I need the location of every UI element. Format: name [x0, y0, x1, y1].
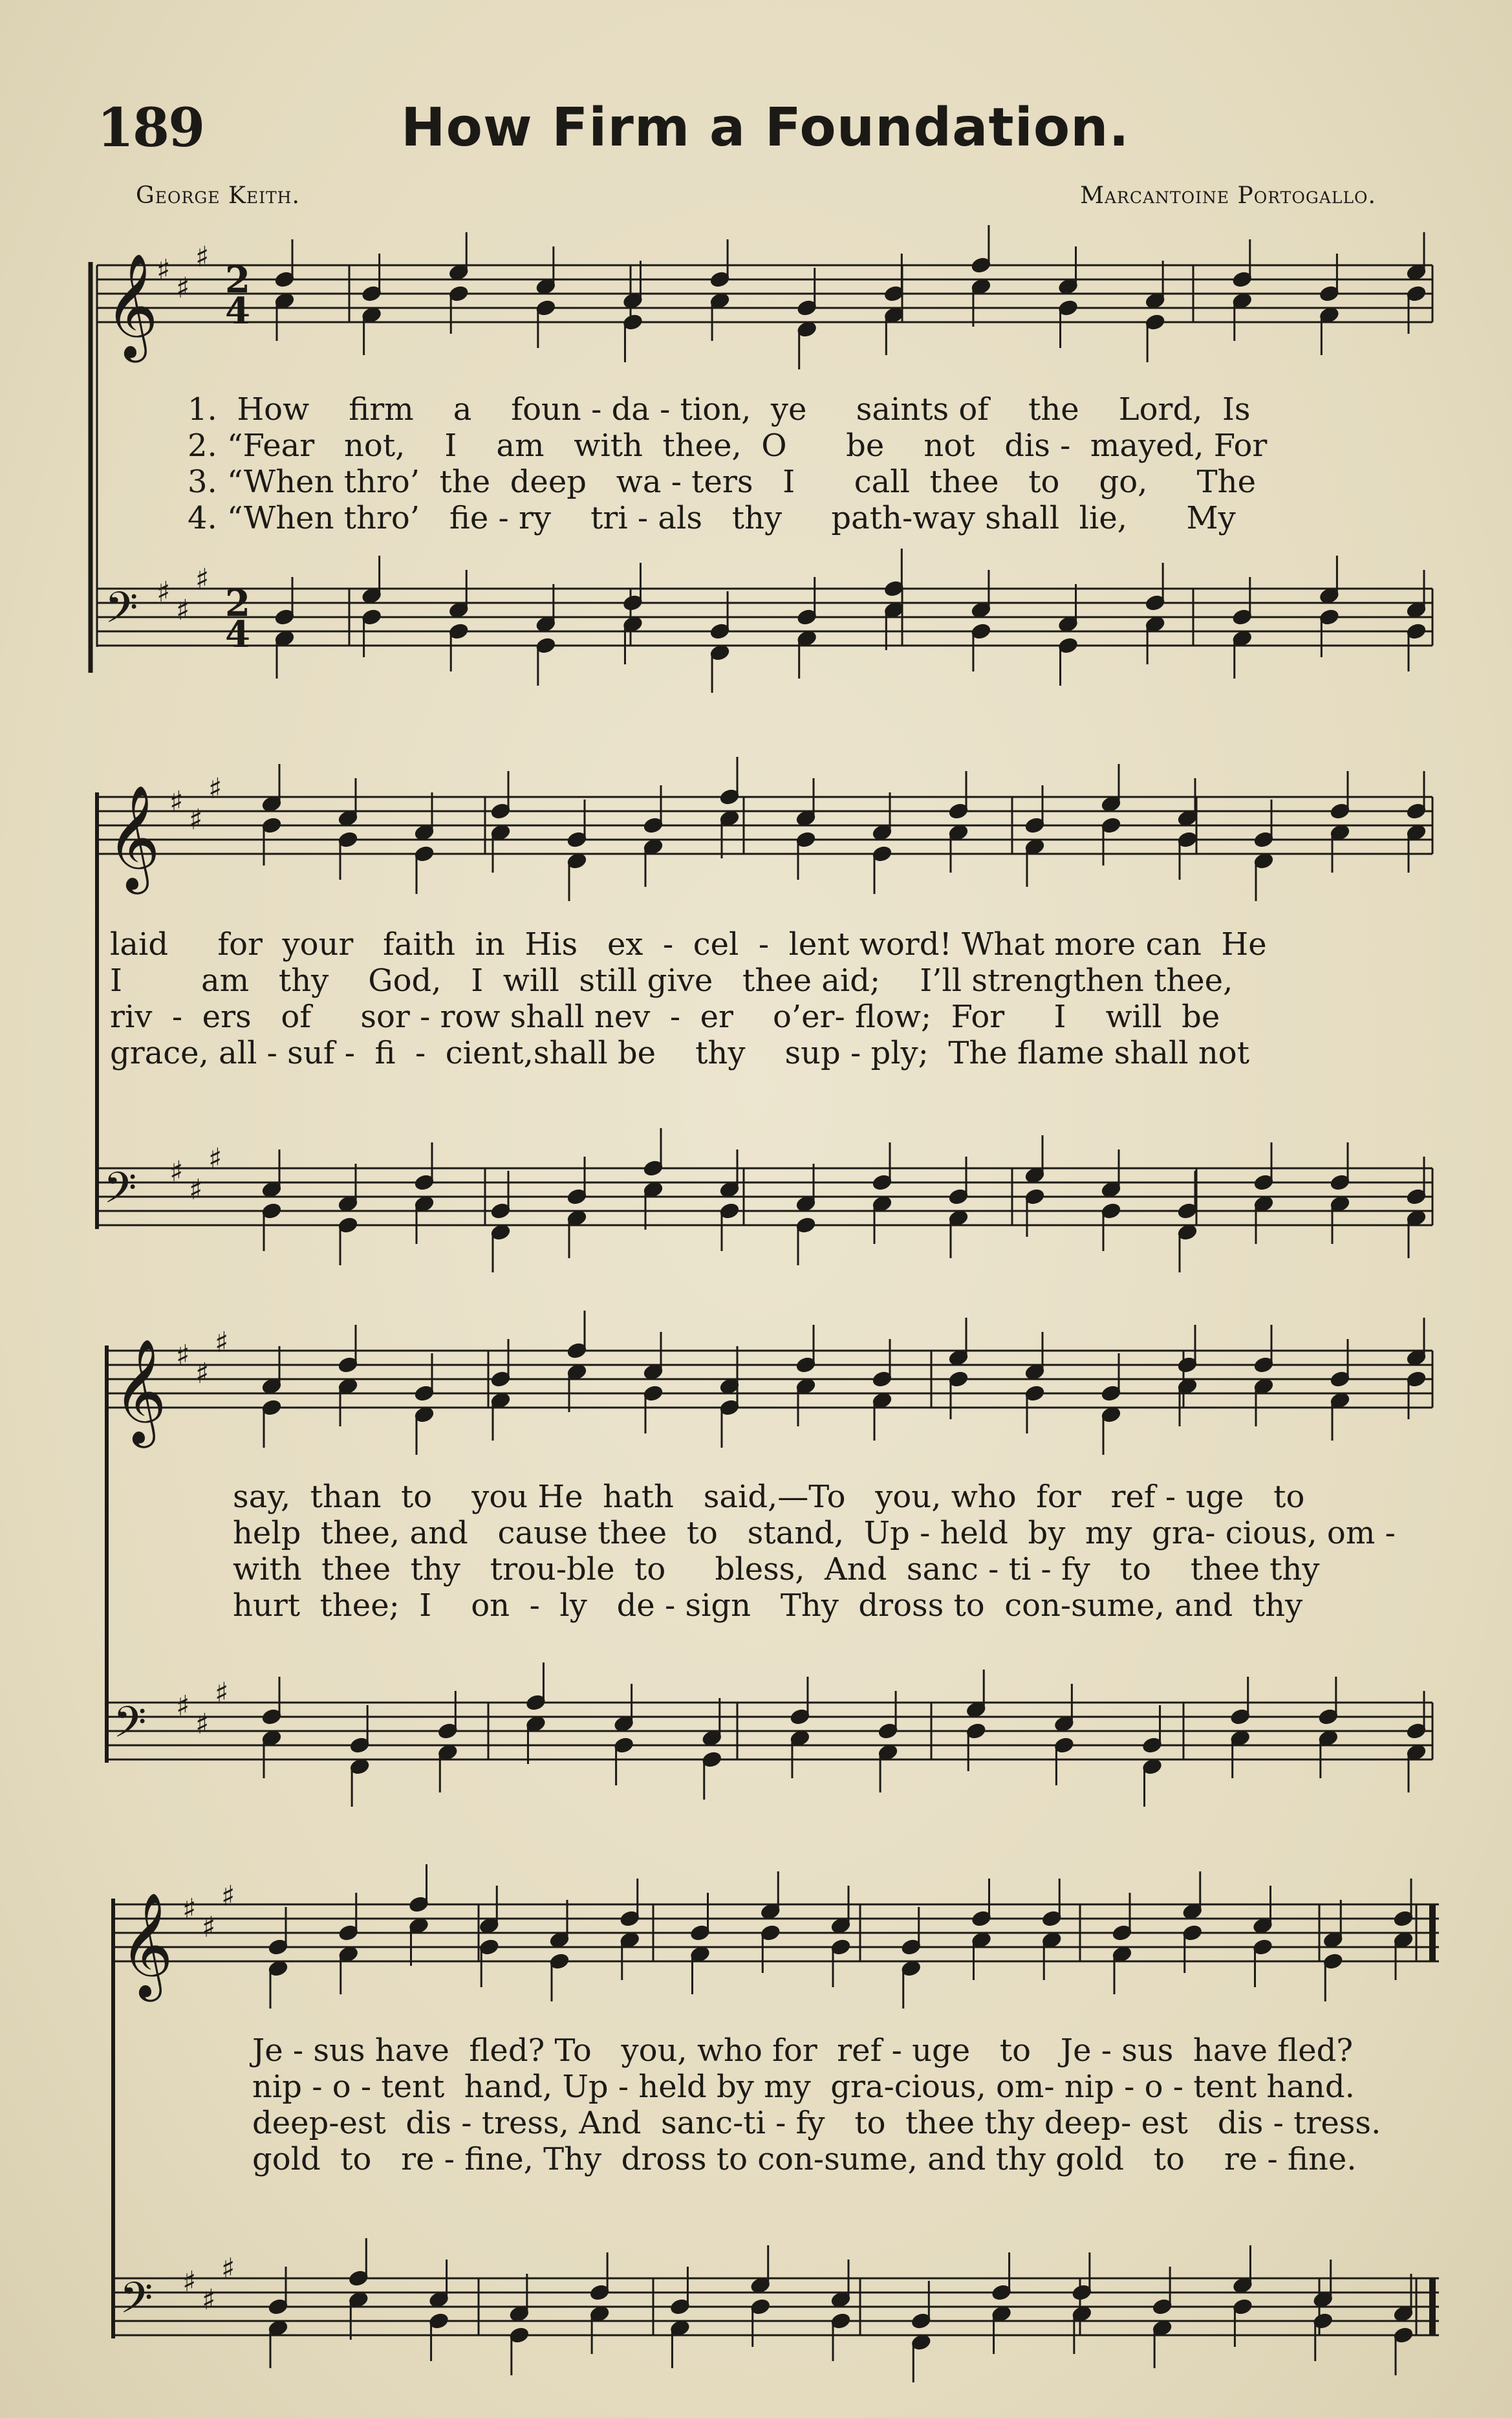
hymn-number: 189: [97, 97, 204, 159]
bass-clef-icon: 𝄢: [105, 583, 138, 643]
svg-text:♯: ♯: [182, 1893, 197, 1926]
svg-text:𝄢: 𝄢: [120, 2273, 153, 2333]
svg-text:♯: ♯: [157, 576, 171, 609]
svg-text:2: 2: [225, 259, 250, 301]
treble-clef-icon: 𝄞: [105, 253, 158, 358]
system-3-treble-staff: [107, 1351, 1432, 1408]
verse-1-line: laid for your faith in His ex - cel - lent word! What more can He: [110, 926, 1267, 963]
verse-3-line: with thee thy trou-ble to bless, And sanc - ti - fy to thee thy: [233, 1551, 1320, 1587]
verse-1-line: say, than to you He hath said,—To you, who for ref - uge to: [233, 1479, 1305, 1515]
verse-3-line: riv - ers of sor - row shall nev - er o’er- flow; For I will be: [110, 999, 1220, 1035]
svg-text:4: 4: [225, 613, 250, 656]
system-1-bass-staff: [97, 589, 1432, 646]
hymn-title: How Firm a Foundation.: [401, 97, 1130, 158]
verse-4-line: grace, all - suf - fi - cient,shall be thy sup - ply; The flame shall not: [110, 1035, 1249, 1071]
verse-2-line: I am thy God, I will still give thee aid; I’ll strengthen thee,: [110, 963, 1233, 999]
svg-text:♯: ♯: [195, 1357, 210, 1390]
svg-text:♯: ♯: [221, 2252, 235, 2285]
svg-text:2: 2: [225, 582, 250, 625]
svg-text:♯: ♯: [202, 1911, 216, 1944]
svg-text:♯: ♯: [208, 1142, 222, 1175]
svg-text:𝄢: 𝄢: [113, 1697, 147, 1758]
verse-1-line: 1. How firm a foun - da - tion, ye saints of the Lord, Is: [188, 391, 1251, 428]
svg-text:♯: ♯: [169, 1155, 184, 1188]
svg-text:♯: ♯: [195, 563, 210, 596]
svg-text:♯: ♯: [176, 1690, 190, 1723]
svg-text:♯: ♯: [157, 254, 171, 287]
svg-text:𝄞: 𝄞: [107, 785, 160, 890]
system-3-bass-staff: [107, 1703, 1432, 1759]
svg-text:♯: ♯: [176, 272, 190, 305]
svg-text:♯: ♯: [195, 1708, 210, 1741]
verse-4-line: 4. “When thro’ fie - ry tri - als thy path-way shall lie, My: [188, 500, 1236, 536]
verse-2-line: nip - o - tent hand, Up - held by my gra-cious, om- nip - o - tent hand.: [252, 2069, 1355, 2105]
verse-1-line: Je - sus have fled? To you, who for ref - uge to Je - sus have fled?: [252, 2032, 1354, 2069]
system-2-bass-staff: [97, 1168, 1432, 1225]
svg-text:♯: ♯: [182, 2265, 197, 2298]
svg-text:𝄞: 𝄞: [113, 1338, 167, 1444]
verse-3-line: deep-est dis - tress, And sanc-ti - fy to thee thy deep- est dis - tress.: [252, 2105, 1381, 2141]
verse-2-line: 2. “Fear not, I am with thee, O be not dis - mayed, For: [188, 428, 1268, 464]
lyricist-credit: George Keith.: [136, 182, 300, 209]
verse-2-line: help thee, and cause thee to stand, Up - held by my gra- cious, om -: [233, 1515, 1396, 1551]
svg-text:𝄞: 𝄞: [120, 1892, 173, 1998]
svg-text:♯: ♯: [169, 785, 184, 818]
system-2-treble-staff: [97, 797, 1432, 854]
system-1-treble-staff: [97, 265, 1432, 322]
composer-credit: Marcantoine Portogallo.: [1080, 182, 1376, 209]
svg-text:♯: ♯: [221, 1880, 235, 1913]
verse-4-line: hurt thee; I on - ly de - sign Thy dross to con-sume, and thy: [233, 1587, 1303, 1624]
svg-text:♯: ♯: [189, 803, 203, 836]
svg-text:4: 4: [225, 290, 250, 332]
verse-4-line: gold to re - fine, Thy dross to con-sume, and thy gold to re - fine.: [252, 2141, 1357, 2177]
svg-text:♯: ♯: [195, 241, 210, 274]
svg-text:♯: ♯: [208, 772, 222, 805]
svg-text:♯: ♯: [215, 1677, 229, 1710]
svg-text:♯: ♯: [215, 1326, 229, 1359]
svg-text:♯: ♯: [202, 2283, 216, 2316]
svg-text:♯: ♯: [189, 1173, 203, 1206]
svg-text:♯: ♯: [176, 1339, 190, 1372]
svg-text:♯: ♯: [176, 594, 190, 627]
svg-text:𝄢: 𝄢: [103, 1163, 137, 1223]
verse-3-line: 3. “When thro’ the deep wa - ters I call thee to go, The: [188, 464, 1256, 500]
